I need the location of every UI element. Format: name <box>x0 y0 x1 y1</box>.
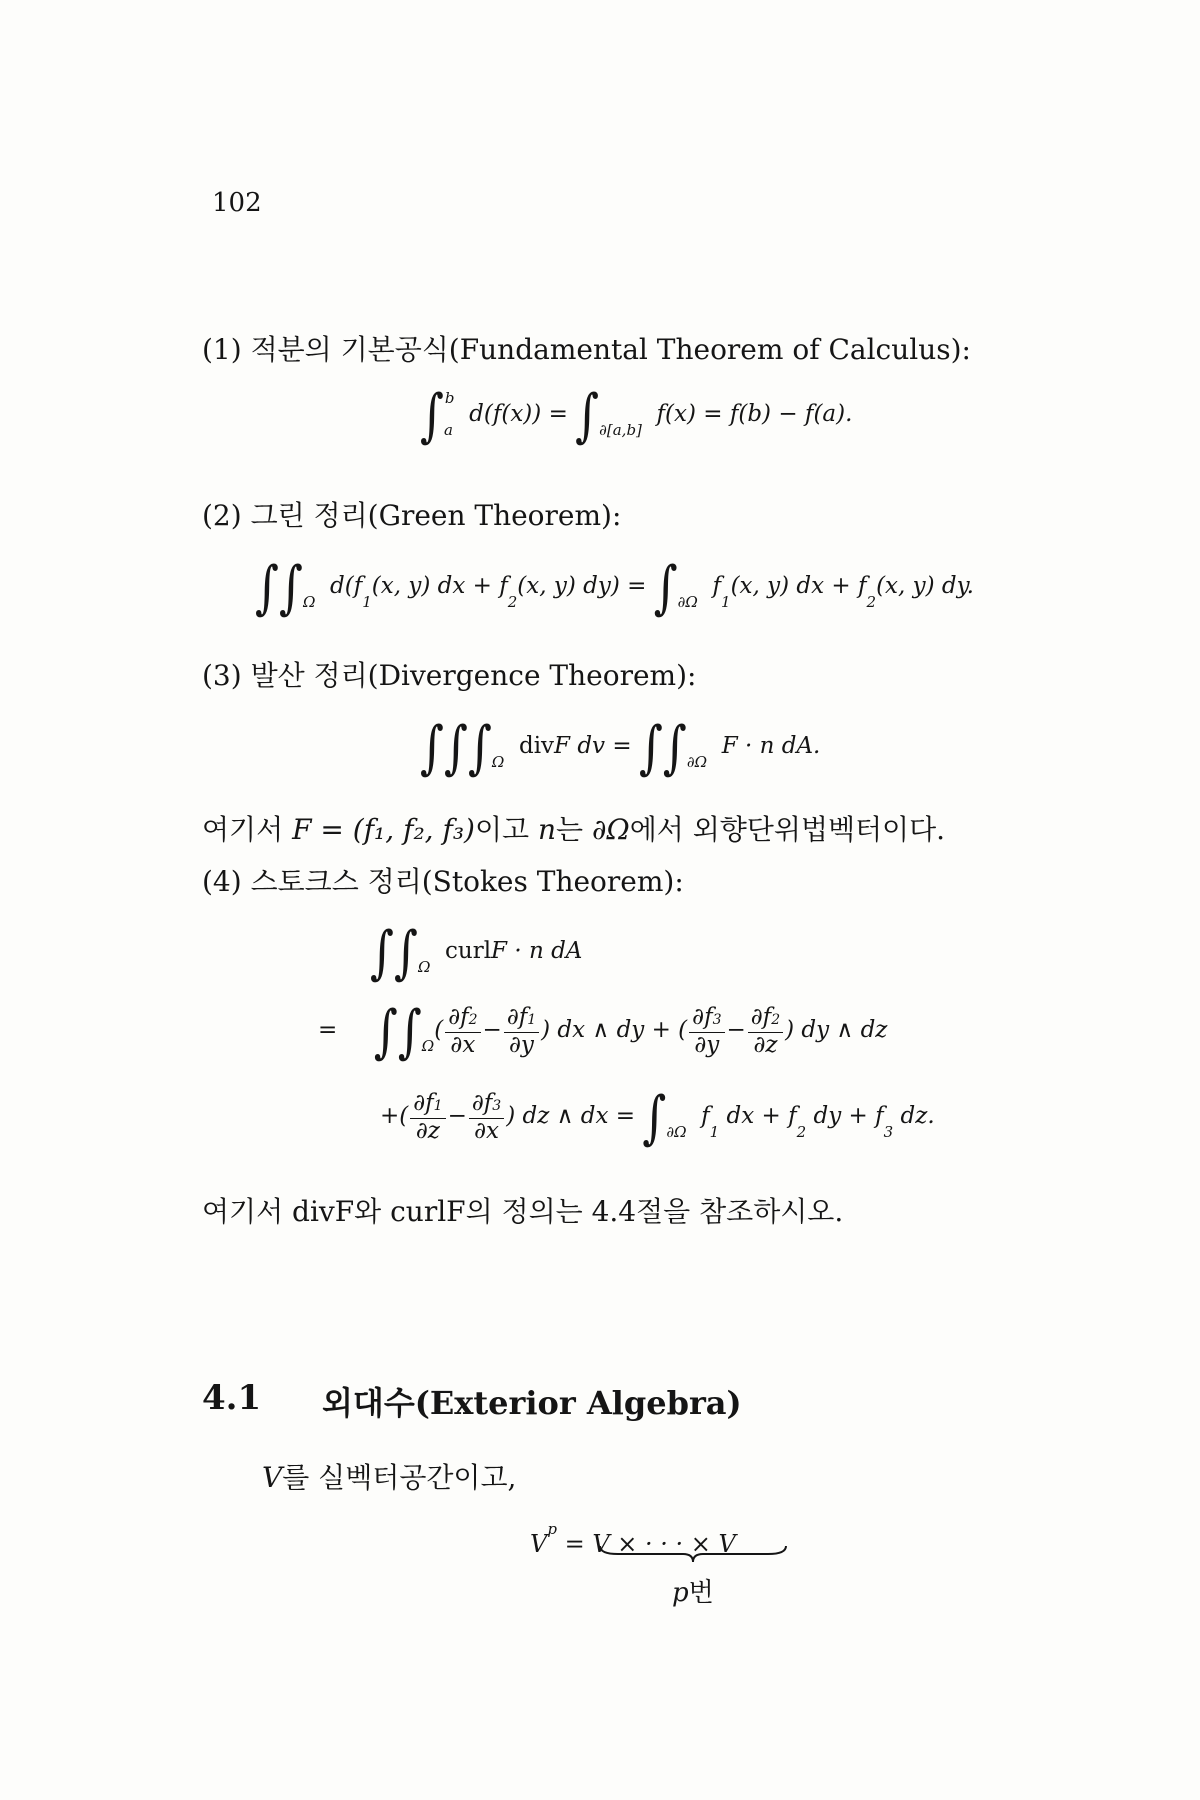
section-title: 외대수(Exterior Algebra) <box>322 1384 742 1422</box>
green-heading: (2) 그린 정리(Green Theorem): <box>202 499 622 532</box>
stokes-note: 여기서 divF와 curlF의 정의는 4.4절을 참조하시오. <box>202 1195 844 1228</box>
brace-label: p번 <box>672 1578 714 1608</box>
green-equation: $\int\int_\Omega$ $d(f_1(x$, y) dx + $f_2(x$, y) $dy) = \int_{\partial\Omega}$ $f_1(x$, y) dx + $f_2(x$, y) dy. <box>255 553 974 621</box>
stokes-heading: (4) 스토크스 정리(Stokes Theorem): <box>202 865 684 898</box>
page-number: 102 <box>212 188 262 218</box>
stokes-rhs-line1: = $\int\int_\Omega$( $\frac{\partial f2}{\partial x}$ − $\frac{\partial f1}{\partial y}$ ) dx ∧ dy + ( $\frac{\partial f3}{\partial y}$ − $\frac{\partial f2}{\partial z}$ ) dy ∧ dz <box>318 997 888 1065</box>
vp-equation: $V^p = V$ × · · · × V <box>530 1520 736 1558</box>
divergence-note: 여기서 F = (f₁, f₂, f₃)이고 n는 ∂Ω에서 외향단위법벡터이다. <box>202 813 946 846</box>
stokes-rhs-line2: +( $\frac{\partial f1}{\partial z}$ − $\frac{\partial f3}{\partial x}$ ) dz ∧ dx = $\int_{\partial\Omega}$ $f_1$ dx + $f_2$ dy + $f_3$ dz. <box>380 1083 935 1151</box>
ftc-heading: (1) 적분의 기본공식(Fundamental Theorem of Calculus): <box>202 333 971 366</box>
ftc-equation: $\int_a^b$ $d(f(x)) = \int_{\partial[a,b]}$ f(x) = f(b) − f(a). <box>420 381 853 449</box>
underbrace-icon <box>598 1544 788 1564</box>
divergence-heading: (3) 발산 정리(Divergence Theorem): <box>202 659 697 692</box>
intro-line: V를 실벡터공간이고, <box>262 1461 517 1494</box>
underbrace <box>598 1544 788 1568</box>
stokes-lhs: $\int\int_\Omega$ curlF · n dA <box>370 918 583 986</box>
divergence-equation: $\int\int\int_\Omega$ divF dv = $\int\int_{\partial\Omega}$ F · n dA. <box>420 713 821 781</box>
section-number: 4.1 <box>202 1378 262 1418</box>
